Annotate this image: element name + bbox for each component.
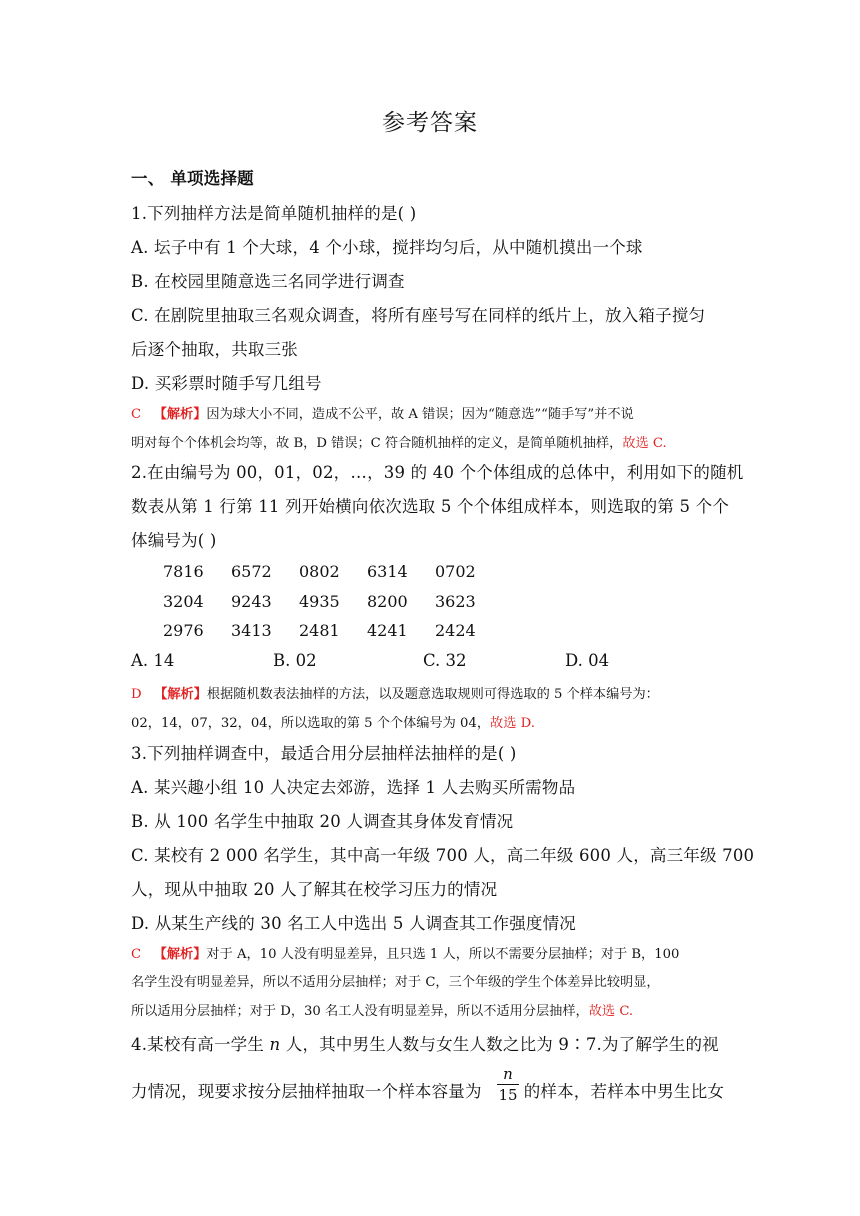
q4-text: 人，其中男生人数与女生人数之比为 9∶7.为了解学生的视 [280, 1035, 719, 1054]
q1-option-c: C. 在剧院里抽取三名观众调查，将所有座号写在同样的纸片上，放入箱子搅匀 [131, 306, 706, 325]
random-table-row [163, 562, 503, 581]
q2-analysis-tag: 【解析】 [154, 687, 207, 702]
table-cell: 2481 [299, 621, 340, 640]
q3-option-d: D. 从某生产线的 30 名工人中选出 5 人调查其工作强度情况 [131, 914, 577, 933]
q2-stem-line3: 体编号为( ) [131, 531, 217, 550]
table-cell: 6572 [231, 562, 272, 581]
table-cell: 4935 [299, 592, 340, 611]
q2-option-a: A. 14 [131, 651, 175, 670]
q2-stem-line2: 数表从第 1 行第 11 列开始横向依次选取 5 个个体组成样本，则选取的第 5 个个 [131, 497, 730, 516]
q2-option-d: D. 04 [565, 651, 610, 670]
q2-conclusion: 故选 D. [490, 716, 535, 731]
q4-text: 4.某校有高一学生 [131, 1035, 270, 1054]
q1-option-c-cont: 后逐个抽取，共取三张 [131, 340, 298, 359]
q2-analysis-text: 根据随机数表法抽样的方法，以及题意选取规则可得选取的 5 个样本编号为： [206, 687, 659, 702]
table-cell: 9243 [231, 592, 272, 611]
q2-option-c: C. 32 [423, 651, 467, 670]
q3-option-b: B. 从 100 名学生中抽取 20 人调查其身体发育情况 [131, 812, 514, 831]
q1-analysis-text2: 明对每个个体机会均等，故 B，D 错误；C 符合随机抽样的定义，是简单随机抽样， [131, 436, 623, 451]
q4-text: 力情况，现要求按分层抽样抽取一个样本容量为 [131, 1082, 482, 1101]
q2-analysis-line2 [131, 712, 535, 731]
q3-analysis-text3: 所以适用分层抽样；对于 D，30 名工人没有明显差异，所以不适用分层抽样， [131, 1004, 589, 1019]
q1-stem: 1.下列抽样方法是简单随机抽样的是( ) [131, 204, 417, 223]
table-cell: 0702 [435, 562, 476, 581]
table-cell: 2424 [435, 621, 476, 640]
table-cell: 2976 [163, 621, 204, 640]
page-title: 参考答案 [382, 110, 478, 136]
q2-option-b: B. 02 [273, 651, 317, 670]
q4-stem-line2 [131, 1078, 724, 1102]
q3-option-c-cont: 人，现从中抽取 20 人了解其在校学习压力的情况 [131, 880, 498, 899]
q3-analysis-tag: 【解析】 [153, 947, 207, 962]
q3-analysis-text: 对于 A，10 人没有明显差异，且只选 1 人，所以不需要分层抽样；对于 B，100 [206, 947, 680, 962]
q4-text: 的样本，若样本中男生比女 [523, 1082, 725, 1101]
q2-answer-letter: D [131, 687, 142, 702]
table-cell: 3204 [163, 592, 204, 611]
q1-answer-letter: C [131, 407, 142, 422]
table-cell: 8200 [367, 592, 408, 611]
q1-analysis [131, 403, 634, 422]
q3-analysis-line2: 名学生没有明显差异，所以不适用分层抽样；对于 C，三个年级的学生个体差异比较明显， [131, 975, 660, 990]
table-cell: 3413 [231, 621, 272, 640]
q3-analysis [131, 943, 679, 962]
q3-answer-letter: C [131, 947, 142, 962]
q3-option-a: A. 某兴趣小组 10 人决定去郊游，选择 1 人去购买所需物品 [131, 778, 576, 797]
section-heading: 一、 单项选择题 [131, 169, 254, 188]
q2-analysis [131, 683, 659, 702]
q3-option-c: C. 某校有 2 000 名学生，其中高一年级 700 人，高二年级 600 人，高三年级 700 [131, 846, 755, 865]
table-cell: 6314 [367, 562, 408, 581]
table-cell: 7816 [163, 562, 204, 581]
q1-analysis-line2 [131, 432, 667, 451]
fraction [497, 1066, 519, 1104]
q3-stem: 3.下列抽样调查中，最适合用分层抽样法抽样的是( ) [131, 744, 517, 763]
q4-stem-line1 [131, 1031, 719, 1055]
random-table-row [163, 621, 503, 640]
fraction-numerator: n [503, 1065, 513, 1083]
table-cell: 0802 [299, 562, 340, 581]
random-table-row [163, 592, 503, 611]
q1-option-b: B. 在校园里随意选三名同学进行调查 [131, 272, 405, 291]
q2-analysis-text2: 02，14，07，32，04，所以选取的第 5 个个体编号为 04， [131, 716, 491, 731]
q1-analysis-text: 因为球大小不同，造成不公平，故 A 错误；因为“随意选”“随手写”并不说 [206, 407, 634, 422]
table-cell: 4241 [367, 621, 408, 640]
q1-conclusion: 故选 C. [622, 436, 667, 451]
fraction-denominator: 15 [498, 1086, 518, 1104]
q4-variable: n [269, 1035, 281, 1054]
fraction-bar [497, 1084, 519, 1085]
table-cell: 3623 [435, 592, 476, 611]
q3-conclusion: 故选 C. [588, 1004, 634, 1019]
q2-stem-line1: 2.在由编号为 00，01，02，…，39 的 40 个个体组成的总体中，利用如下的随机 [131, 463, 744, 482]
q1-option-a: A. 坛子中有 1 个大球，4 个小球，搅拌均匀后，从中随机摸出一个球 [131, 238, 643, 257]
q3-analysis-line3 [131, 1000, 633, 1019]
q1-option-d: D. 买彩票时随手写几组号 [131, 374, 322, 393]
q1-analysis-tag: 【解析】 [153, 407, 207, 422]
